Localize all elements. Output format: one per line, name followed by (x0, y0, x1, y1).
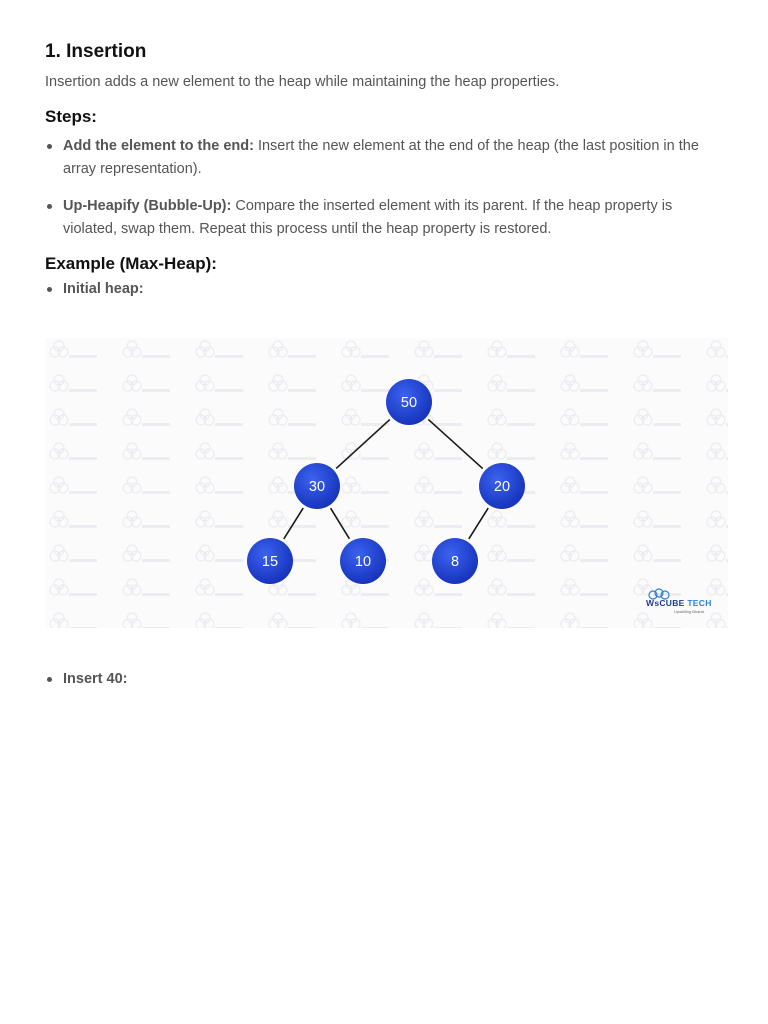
logo-tagline: Upskilling Bharat (674, 609, 705, 614)
tree-edge (469, 508, 488, 539)
step-term: Add the element to the end: (63, 138, 254, 154)
logo-word-wscube: WsCUBE (646, 598, 685, 608)
step-term: Up-Heapify (Bubble-Up): (63, 198, 232, 214)
heap-diagram (45, 338, 728, 628)
heap-node-10 (340, 538, 386, 584)
heap-node-value: 50 (400, 395, 418, 411)
steps-list (45, 135, 725, 241)
heap-node-30 (294, 463, 340, 509)
heap-node-15 (247, 538, 293, 584)
heap-node-8 (432, 538, 478, 584)
steps-heading: Steps: (45, 107, 97, 126)
step-text: Compare the inserted element with its parent. If the heap property is violated, swap them. Repeat this process until the heap property is restored. (63, 198, 673, 237)
heap-node-value: 15 (261, 554, 279, 570)
insert-label: Insert 40: (63, 671, 128, 687)
heap-node-value: 8 (450, 554, 460, 570)
heap-tree (45, 338, 728, 628)
heap-node-20 (479, 463, 525, 509)
list-item (45, 278, 725, 301)
section-title: 1. Insertion (45, 41, 147, 62)
initial-heap-label: Initial heap: (63, 281, 144, 297)
section-intro: Insertion adds a new element to the heap while maintaining the heap properties. (45, 74, 560, 90)
heap-node-50 (386, 379, 432, 425)
logo-word-tech: TECH (687, 598, 712, 608)
tree-edge (336, 420, 390, 469)
wscube-tech-logo (644, 588, 714, 616)
example-heading: Example (Max-Heap): (45, 254, 217, 273)
node-layer (247, 379, 525, 584)
list-item (45, 668, 725, 691)
tree-edge (331, 508, 350, 539)
tree-edge (428, 419, 482, 468)
tree-edge (284, 508, 303, 539)
heap-node-value: 30 (308, 479, 326, 495)
insert-list (45, 668, 725, 691)
heap-node-value: 10 (354, 554, 372, 570)
list-item (45, 195, 725, 241)
step-text: Insert the new element at the end of the heap (the last position in the array representation). (63, 138, 699, 177)
list-item (45, 135, 725, 181)
initial-heap-list (45, 278, 725, 301)
heap-node-value: 20 (493, 479, 511, 495)
logo-wordmark (646, 598, 712, 608)
